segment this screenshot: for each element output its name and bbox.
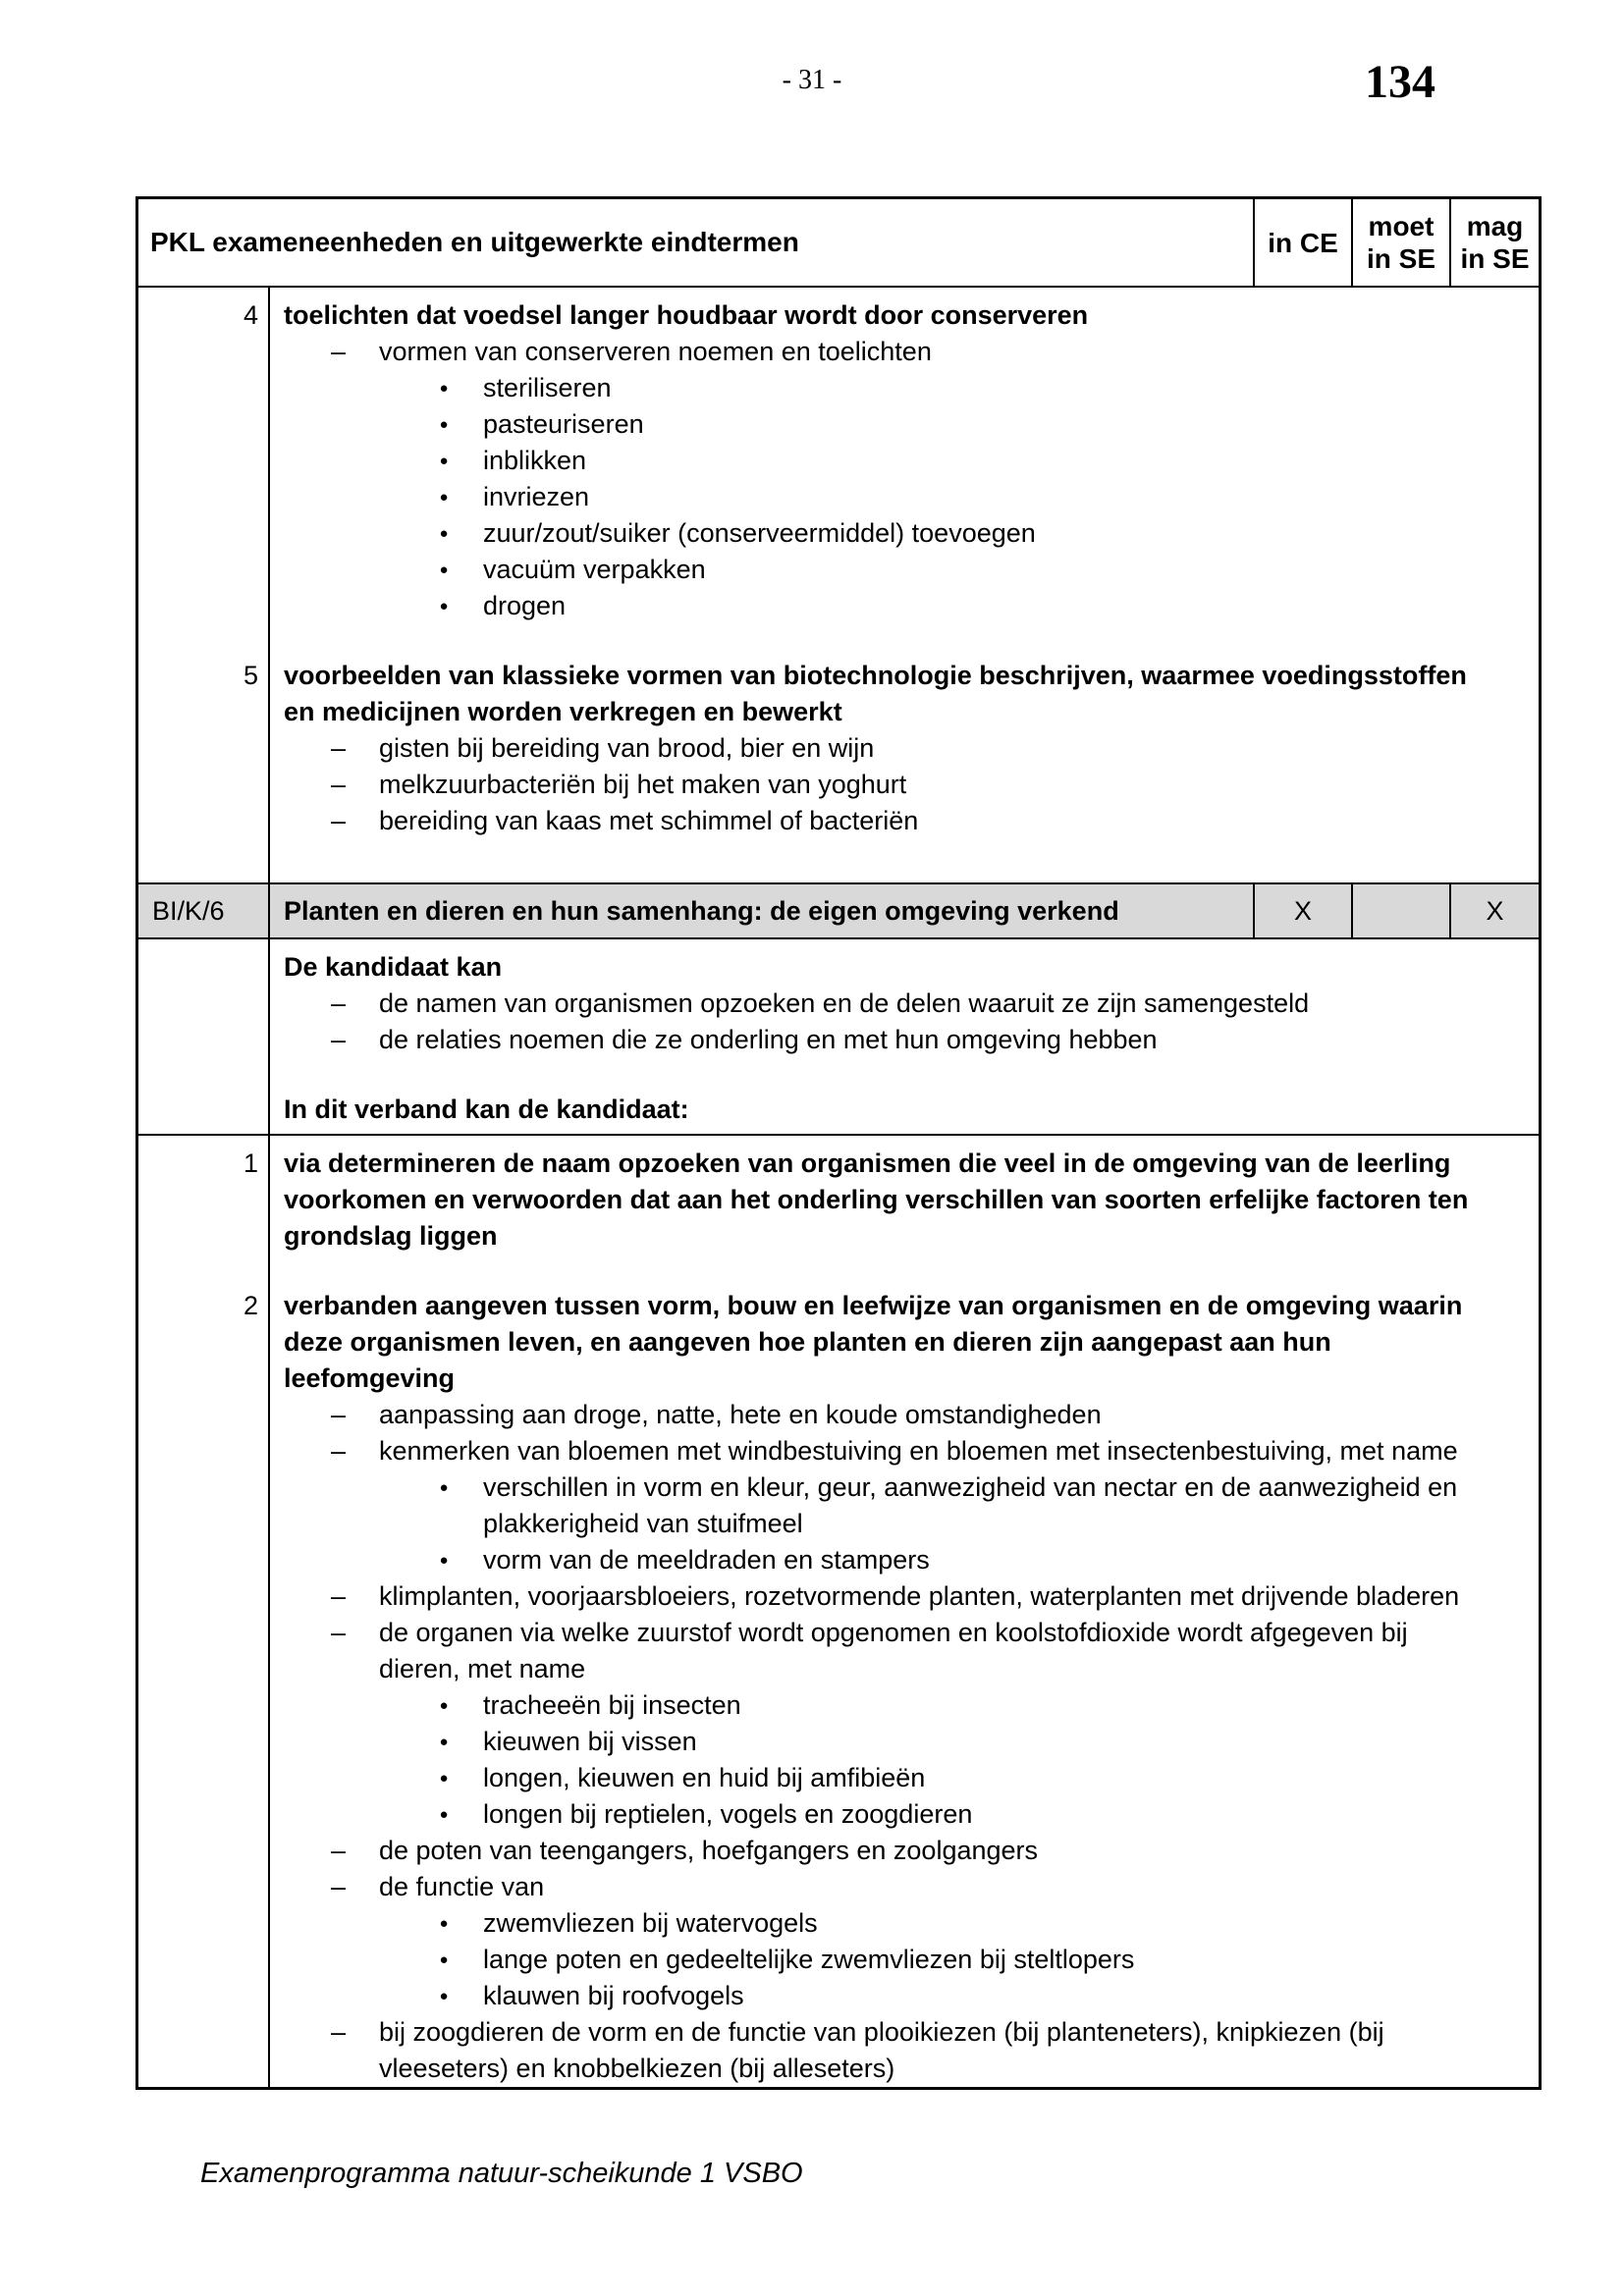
item-block (138, 1146, 1539, 1255)
table-row-items-4-5 (138, 286, 1539, 882)
dash-list-item (268, 2014, 1539, 2087)
text-line: – de organen via welke zuurstof wordt opgenomen en koolstofdioxide wordt afgegeven bij (379, 1618, 1408, 1647)
bullet-list-item (268, 370, 1539, 406)
table-header-row (138, 199, 1539, 286)
dash-list-item (268, 730, 1539, 767)
text-line: ● drogen (483, 591, 567, 620)
text-line: – melkzuurbacteriën bij het maken van yoghurt (379, 770, 907, 799)
item-block (138, 949, 1539, 1058)
item-text (268, 949, 1539, 986)
item-number: 1 (243, 1148, 258, 1178)
text-line: plakkerigheid van stuifmeel (483, 1509, 803, 1538)
text-line: deze organismen leven, en aangeven hoe planten en dieren zijn aangepast aan hun (284, 1327, 1331, 1357)
text-line: ● vorm van de meeldraden en stampers (483, 1545, 930, 1575)
item-block (138, 1288, 1539, 2087)
mark-in-ce: X (1253, 884, 1351, 937)
text-line: In dit verband kan de kandidaat: (284, 1095, 689, 1124)
mark-moet-in-se (1351, 884, 1449, 937)
text-line: – klimplanten, voorjaarsbloeiers, rozetvormende planten, waterplanten met drijvende bladeren (379, 1581, 1460, 1611)
text-line: verbanden aangeven tussen vorm, bouw en leefwijze van organismen en de omgeving waarin (284, 1291, 1463, 1320)
text-line: toelichten dat voedsel langer houdbaar wordt door conserveren (284, 300, 1089, 330)
text-line: grondslag liggen (284, 1221, 498, 1251)
dash-list-item (268, 986, 1539, 1022)
text-line: ● longen, kieuwen en huid bij amfibieën (483, 1763, 926, 1792)
text-line: – de functie van (379, 1872, 545, 1901)
text-line: ● kieuwen bij vissen (483, 1727, 697, 1756)
text-line: ● invriezen (483, 482, 590, 511)
text-line: ● inblikken (483, 446, 587, 475)
bullet-list-item (268, 1687, 1539, 1724)
text-line: leefomgeving (284, 1363, 456, 1393)
item-text (268, 1146, 1539, 1255)
bullet-list-item (268, 588, 1539, 624)
text-line: ● klauwen bij roofvogels (483, 1981, 744, 2010)
bullet-list-item (268, 443, 1539, 479)
text-line: – de relaties noemen die ze onderling en met hun omgeving hebben (379, 1025, 1158, 1054)
text-line: ● vacuüm verpakken (483, 555, 706, 584)
item-text (268, 1092, 1539, 1128)
item-number (138, 949, 268, 1058)
dash-list-item (268, 1578, 1539, 1615)
item-number (138, 1092, 268, 1128)
table-row-section-bik6 (138, 882, 1539, 937)
table-row-items-1-2 (138, 1134, 1539, 2087)
dash-list-item (268, 1869, 1539, 1905)
item-block (138, 297, 1539, 624)
dash-list-item (268, 334, 1539, 370)
eindtermen-table (135, 196, 1542, 2090)
text-line: ● zuur/zout/suiker (conserveermiddel) toevoegen (483, 518, 1036, 548)
bullet-list-item (268, 1724, 1539, 1760)
bullet-list-item (268, 1469, 1539, 1542)
text-line: ● longen bij reptielen, vogels en zoogdieren (483, 1799, 973, 1829)
item-text (268, 658, 1539, 730)
column-header-moet-in-se: moet in SE (1351, 199, 1449, 286)
dash-list-item (268, 1022, 1539, 1058)
item-block (138, 1092, 1539, 1128)
text-line: De kandidaat kan (284, 952, 503, 982)
text-line: voorkomen en verwoorden dat aan het onderling verschillen van soorten erfelijke factoren ten (284, 1185, 1469, 1214)
bullet-list-item (268, 552, 1539, 588)
item-block (138, 658, 1539, 839)
table-row-kandidaat-kan (138, 937, 1539, 1134)
bullet-list-item (268, 1796, 1539, 1833)
text-line: – bereiding van kaas met schimmel of bacteriën (379, 806, 919, 835)
text-line: vleeseters) en knobbelkiezen (bij alleseters) (379, 2054, 895, 2083)
mark-mag-in-se: X (1449, 884, 1539, 937)
dash-list-item (268, 1615, 1539, 1687)
item-text (268, 1288, 1539, 1397)
bullet-list-item (268, 406, 1539, 443)
text-line: ● steriliseren (483, 373, 612, 402)
text-line: ● verschillen in vorm en kleur, geur, aanwezigheid van nectar en de aanwezigheid en (483, 1472, 1458, 1502)
bullet-list-item (268, 515, 1539, 552)
text-line: ● tracheeën bij insecten (483, 1690, 741, 1720)
section-code: BI/K/6 (152, 895, 225, 926)
bullet-list-item (268, 1760, 1539, 1796)
text-line: – gisten bij bereiding van brood, bier en wijn (379, 733, 875, 763)
text-line: ● pasteuriseren (483, 409, 644, 439)
bullet-list-item (268, 1905, 1539, 1942)
item-number: 2 (243, 1291, 258, 1320)
column-header-in-ce: in CE (1253, 199, 1351, 286)
table-title: PKL exameneenheden en uitgewerkte eindtermen (150, 227, 799, 257)
bullet-list-item (268, 479, 1539, 515)
section-title: Planten en dieren en hun samenhang: de eigen omgeving verkend (268, 884, 1253, 937)
text-line: via determineren de naam opzoeken van organismen die veel in de omgeving van de leerling (284, 1148, 1451, 1178)
text-line: – vormen van conserveren noemen en toelichten (379, 337, 932, 366)
text-line: ● lange poten en gedeeltelijke zwemvliezen bij steltlopers (483, 1945, 1135, 1974)
text-line: voorbeelden van klassieke vormen van biotechnologie beschrijven, waarmee voedingsstoffen (284, 661, 1467, 690)
text-line: en medicijnen worden verkregen en bewerkt (284, 697, 842, 726)
column-header-mag-in-se: mag in SE (1449, 199, 1539, 286)
dash-list-item (268, 1833, 1539, 1869)
dash-list-item (268, 767, 1539, 803)
page-number: - 31 - (782, 65, 842, 95)
dash-list-item (268, 1397, 1539, 1433)
text-line: – de poten van teengangers, hoefgangers en zoolgangers (379, 1836, 1039, 1865)
text-line: – kenmerken van bloemen met windbestuiving en bloemen met insectenbestuiving, met name (379, 1436, 1458, 1466)
bullet-list-item (268, 1978, 1539, 2014)
document-footer: Examenprogramma natuur-scheikunde 1 VSBO (200, 2158, 803, 2189)
dash-list-item (268, 803, 1539, 839)
text-line: ● zwemvliezen bij watervogels (483, 1908, 818, 1938)
stamp-page-number: 134 (1365, 56, 1435, 108)
item-text (268, 297, 1539, 334)
text-line: – bij zoogdieren de vorm en de functie van plooikiezen (bij planteneters), knipkiezen (bij (379, 2017, 1384, 2047)
text-line: dieren, met name (379, 1654, 586, 1683)
item-number: 4 (243, 300, 258, 330)
text-line: – de namen van organismen opzoeken en de delen waaruit ze zijn samengesteld (379, 988, 1310, 1018)
dash-list-item (268, 1433, 1539, 1469)
item-number: 5 (243, 661, 258, 690)
bullet-list-item (268, 1942, 1539, 1978)
text-line: – aanpassing aan droge, natte, hete en koude omstandigheden (379, 1400, 1102, 1429)
bullet-list-item (268, 1542, 1539, 1578)
